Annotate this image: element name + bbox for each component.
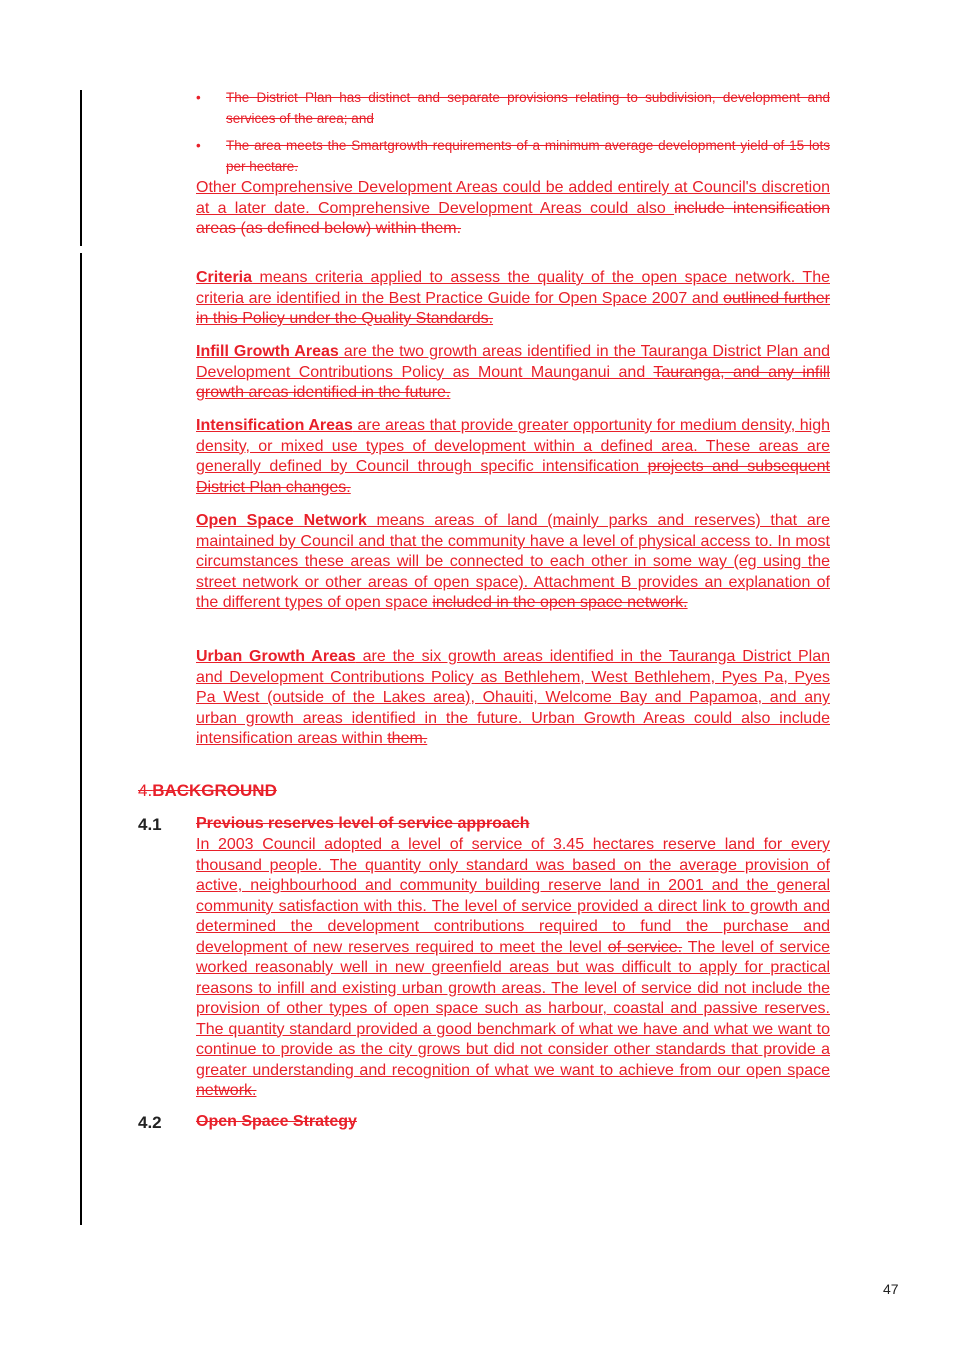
- definition-struck-text: Tauranga, and any infill growth areas identified in the future.: [196, 363, 830, 401]
- definition-struck-text: outlined further in this Policy under the Quality Standards.: [196, 289, 831, 327]
- change-bar-top: [80, 90, 82, 246]
- definition-text: are the six growth areas identified in the Tauranga District Plan and Development Contributions Policy as Bethlehem, West Bethlehem, Pyes Pa, Pyes Pa West (outside of the Lakes area), Ohauiti, Welcome Bay and Papamoa, and any urban growth areas identified in the future. Urban Growth Areas could also include intensification areas within: [196, 648, 830, 747]
- definition-infill-growth-areas: [196, 342, 830, 404]
- subsection-4-1-body: [196, 835, 830, 1102]
- definition-term: Infill Growth Areas: [196, 343, 339, 360]
- bullet-item: • The District Plan has distinct and separate provisions relating to subdivision, development and services of the area; and: [196, 88, 830, 129]
- definition-text: are areas that provide greater opportunity for medium density, high density, or mixed use types of development within a defined area. These areas are generally defined by Council through specific intensification: [196, 417, 831, 475]
- definition-open-space-network: [196, 511, 830, 614]
- definition-term: Urban Growth Areas: [196, 648, 356, 665]
- section-number: 4.: [138, 781, 153, 800]
- definition-term: Open Space Network: [196, 512, 367, 529]
- subsection-title: Open Space Strategy: [196, 1113, 357, 1130]
- body-text: The level of service worked reasonably well in new greenfield areas but was difficult to apply for practical reasons to infill and existing urban growth areas. The level of service did not include the provision of other types of open space such as harbour, coastal and passive reserves. The quantity standard provided a good benchmark of what we have and what we want to continue to provide as the city grows but did not consider other standards that provide a greater understanding and recognition of what we want to achieve from our open space: [196, 938, 830, 1079]
- bullet-list-container: [196, 88, 830, 177]
- subsection-number: 4.2: [138, 1113, 162, 1132]
- definition-struck-text: included in the open space network.: [432, 594, 688, 611]
- definition-text: are the two growth areas identified in the Tauranga District Plan and Development Contributions Policy as Mount Maunganui and: [196, 343, 830, 381]
- cda-struck-text: include intensification areas (as defined below) within them.: [196, 199, 830, 237]
- definition-urban-growth-areas: [196, 647, 830, 750]
- cda-paragraph: [196, 178, 830, 240]
- section-title: BACKGROUND: [152, 781, 277, 800]
- body-struck-text: of service.: [607, 938, 683, 956]
- definition-text: means areas of land (mainly parks and reserves) that are maintained by Council and that the community have a level of physical access to. In most circumstances these areas will be connected to each other in some way (eg using the street network or other areas of open space). Attachment B provides an explanation of the different types of open space: [196, 512, 831, 611]
- definition-struck-text: projects and subsequent District Plan changes.: [196, 458, 831, 496]
- section-heading-4: [138, 781, 277, 801]
- page-number: 47: [883, 1281, 899, 1297]
- body-text: In 2003 Council adopted a level of service of 3.45 hectares reserve land for every thousand people. The quantity only standard was based on the average provision of active, neighbourhood and community building reserve land in 2001 and the general community satisfaction with this. The level of service provided a direct link to growth and determined the development contributions required to fund the purchase and development of new reserves required to meet the level: [196, 836, 830, 956]
- definition-struck-text: them.: [387, 730, 428, 747]
- cda-text: Other Comprehensive Development Areas could be added entirely at Council's discretion at a later date. Comprehensive Development Areas could also: [196, 179, 830, 217]
- subsection-number: 4.1: [138, 815, 162, 834]
- definition-term: Intensification Areas: [196, 417, 353, 434]
- bullet-item: • The area meets the Smartgrowth requirements of a minimum average development yield of 15 lots per hectare.: [196, 136, 830, 177]
- body-struck-text: network.: [196, 1082, 257, 1099]
- definition-term: Criteria: [196, 269, 253, 286]
- change-bar-main: [80, 253, 82, 1225]
- definition-text: means criteria applied to assess the quality of the open space network. The criteria are identified in the Best Practice Guide for Open Space 2007 and: [196, 269, 830, 307]
- bullet-list: [196, 88, 830, 177]
- subsection-title: Previous reserves level of service approach: [196, 815, 530, 832]
- definition-intensification-areas: [196, 416, 830, 498]
- definition-criteria: [196, 268, 830, 330]
